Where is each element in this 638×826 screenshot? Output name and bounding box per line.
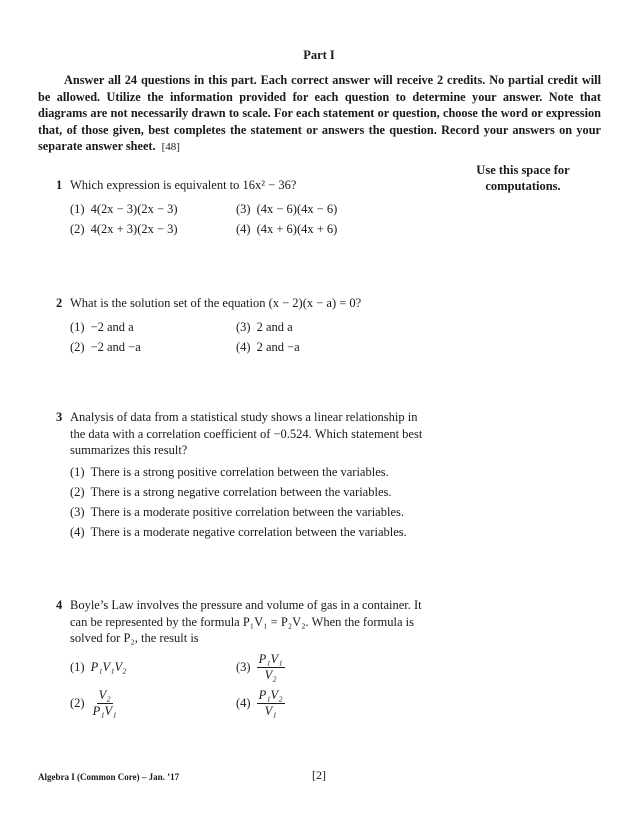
choice-2[interactable]: (2) 4(2x + 3)(2x − 3) (70, 222, 178, 236)
question-4 (56, 597, 430, 723)
denominator: V₂ (264, 668, 277, 682)
choice-2[interactable]: (2) There is a strong negative correlation between the variables. (70, 485, 392, 499)
choice-3[interactable]: (3) $\frac{\text{P₁V₁}}{\text{V₂}}$ (236, 652, 283, 682)
instructions-text: Answer all 24 questions in this part. Each correct answer will receive 2 credits. No partial credit will be allowed. Utilize the information provided for each question to determine your answer. Note that diagrams are not necessarily drawn to scale. For each statement or question, choose the word or expression that, of those given, best completes the statement or answers the question. Record your answers on your separate answer sheet. (38, 73, 601, 154)
choice-text: 2 and a (256, 320, 293, 334)
choice-text: 2 and −a (256, 340, 300, 354)
fraction (257, 688, 285, 719)
choice-1[interactable]: (1) There is a strong positive correlation between the variables. (70, 465, 389, 479)
choice-2[interactable]: (2) −2 and −a (70, 340, 141, 354)
choice-2[interactable]: (2) $\frac{\text{V₂}}{\text{P₁V₁}}$ (70, 688, 117, 718)
choices (56, 651, 430, 723)
choice-1[interactable]: (1) 4(2x − 3)(2x − 3) (70, 202, 178, 216)
fraction (257, 652, 285, 683)
choice-text: There is a moderate negative correlation between the variables. (90, 525, 407, 539)
question-number: 2 (56, 296, 63, 310)
credit-code: [48] (161, 141, 180, 154)
choice-4[interactable]: (4) $\frac{\text{P₁V₂}}{\text{V₁}}$ (236, 688, 283, 718)
choice-3[interactable]: (3) 2 and a (236, 320, 293, 334)
numerator: P₁V₁ (258, 652, 283, 666)
question-1 (56, 177, 430, 240)
question-number: 1 (56, 178, 63, 192)
choice-text: 4(2x − 3)(2x − 3) (90, 202, 178, 216)
numerator: V₂ (98, 688, 111, 702)
choice-3[interactable]: (3) There is a moderate positive correlation between the variables. (70, 505, 404, 519)
choice-1[interactable]: (1) −2 and a (70, 320, 134, 334)
fraction (91, 688, 119, 719)
question-stem: Which expression is equivalent to 16x² − 36? (70, 178, 297, 192)
part-title: Part I (303, 48, 335, 62)
choice-text: There is a strong positive correlation between the variables. (90, 465, 389, 479)
choice-4[interactable]: (4) 2 and −a (236, 340, 300, 354)
question-stem: Analysis of data from a statistical study shows a linear relationship in the data with a correlation coefficient of −0.524. Which statement best summarizes this result? (70, 410, 423, 457)
computations-line-2: computations. (485, 179, 561, 193)
choices (56, 318, 430, 358)
choice-text: There is a moderate positive correlation between the variables. (90, 505, 404, 519)
choices (56, 463, 470, 543)
denominator: V₁ (264, 704, 277, 718)
question-stem: What is the solution set of the equation (x − 2)(x − a) = 0? (70, 296, 362, 310)
question-stem: Boyle’s Law involves the pressure and volume of gas in a container. It can be represented by the formula P₁V₁ = P₂V₂. When the formula is solved for P₂, the result is (70, 598, 422, 645)
question-number: 3 (56, 410, 63, 424)
choice-3[interactable]: (3) (4x − 6)(4x − 6) (236, 202, 338, 216)
choice-1[interactable]: (1) P₁V₁V₂ (70, 660, 127, 674)
question-number: 4 (56, 598, 63, 612)
choice-4[interactable]: (4) (4x + 6)(4x + 6) (236, 222, 338, 236)
numerator: P₁V₂ (258, 688, 283, 702)
question-2 (56, 295, 430, 358)
choice-text: 4(2x + 3)(2x − 3) (90, 222, 178, 236)
choice-text: −2 and −a (90, 340, 141, 354)
exam-footer: Algebra I (Common Core) – Jan. ’17 (38, 772, 180, 782)
choice-text: (4x − 6)(4x − 6) (256, 202, 338, 216)
denominator: P₁V₁ (92, 704, 117, 718)
choice-text: −2 and a (90, 320, 134, 334)
choice-text: P₁V₁V₂ (90, 660, 127, 674)
instructions (38, 72, 601, 156)
question-3 (56, 409, 470, 543)
choice-4[interactable]: (4) There is a moderate negative correlation between the variables. (70, 525, 407, 539)
choice-text: (4x + 6)(4x + 6) (256, 222, 338, 236)
computations-line-1: Use this space for (476, 163, 570, 177)
page-number: [2] (312, 768, 326, 782)
choices (56, 200, 430, 240)
computations-note (448, 162, 598, 194)
choice-text: There is a strong negative correlation between the variables. (90, 485, 392, 499)
